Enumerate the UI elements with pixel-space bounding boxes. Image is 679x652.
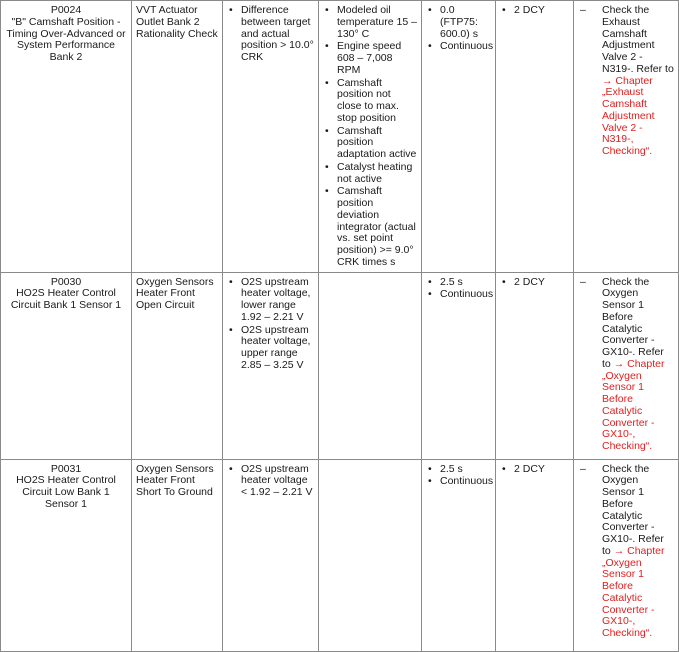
table-row xyxy=(1,459,679,651)
monitor-strategy-cell xyxy=(223,1,319,273)
action-item xyxy=(578,277,674,453)
list-item: • Difference between target and actual position > 10.0° CRK xyxy=(227,5,314,64)
mil-cell xyxy=(496,1,574,273)
chapter-link[interactable]: → Chapter xyxy=(613,357,665,370)
list-item: • Engine speed 608 – 7,008 RPM xyxy=(323,41,417,76)
dtc-description: HO2S Heater Control Circuit Bank 1 Sensor 1 xyxy=(10,287,122,311)
action-text: Check the Oxygen Sensor 1 Before Catalytic Converter - GX10-. Refer to xyxy=(602,462,664,557)
enable-conditions-cell xyxy=(319,1,422,273)
action-text: Check the Oxygen Sensor 1 Before Catalytic Converter -GX10-. Refer to xyxy=(602,275,664,370)
dtc-description: HO2S Heater Control Circuit Low Bank 1 Sensor 1 xyxy=(16,474,116,510)
list-item: • Modeled oil temperature 15 – 130° C xyxy=(323,5,417,40)
chapter-link-title[interactable]: „Exhaust Camshaft Adjustment Valve 2 -N319-, Checking“. xyxy=(602,86,655,157)
mil-cell xyxy=(496,272,574,459)
fault-type: Oxygen Sensors Heater Front Open Circuit xyxy=(136,275,214,311)
action-item xyxy=(578,5,674,158)
dtc-code: P0030 xyxy=(50,275,82,288)
mil-list xyxy=(500,277,569,289)
time-required-cell xyxy=(422,459,496,651)
dash-marker: – xyxy=(580,462,586,475)
enable-conditions-list xyxy=(323,5,417,269)
table-row xyxy=(1,272,679,459)
dtc-description: "B" Camshaft Position - Timing Over-Advanced or System Performance Bank 2 xyxy=(6,15,126,63)
chapter-link-title[interactable]: „Oxygen Sensor 1 Before Catalytic Converter - GX10-, Checking“. xyxy=(602,556,655,639)
fault-type: VVT Actuator Outlet Bank 2 Rationality Check xyxy=(136,4,218,40)
dtc-code: P0031 xyxy=(50,462,82,475)
action-item xyxy=(578,464,674,640)
list-item: • Continuous xyxy=(426,41,491,53)
list-item: • 2.5 s xyxy=(426,277,491,289)
list-item: • Catalyst heating not active xyxy=(323,162,417,186)
list-item: • O2S upstream heater voltage < 1.92 – 2.21 V xyxy=(227,464,314,499)
action-cell xyxy=(574,1,679,273)
time-required-cell xyxy=(422,1,496,273)
chapter-link[interactable]: → Chapter xyxy=(602,74,653,87)
time-required-cell xyxy=(422,272,496,459)
list-item: • O2S upstream heater voltage, upper range 2.85 – 3.25 V xyxy=(227,325,314,372)
monitor-strategy-cell xyxy=(223,459,319,651)
chapter-link[interactable]: → Chapter xyxy=(613,544,665,557)
time-required-list xyxy=(426,462,494,489)
list-item: • O2S upstream heater voltage, lower range 1.92 – 2.21 V xyxy=(227,277,314,324)
dtc-code: P0024 xyxy=(50,4,82,16)
fault-type-cell xyxy=(132,272,223,459)
action-cell xyxy=(574,459,679,651)
table-row xyxy=(1,1,679,273)
list-item: • 0.0 (FTP75: 600.0) s xyxy=(426,5,491,40)
dash-marker: – xyxy=(580,4,586,16)
chapter-link-title[interactable]: „Oxygen Sensor 1 Before Catalytic Converter - GX10-, Checking“. xyxy=(602,369,655,452)
dtc-code-cell xyxy=(1,459,132,651)
mil-value: • 2 DCY xyxy=(500,5,569,17)
fault-type-cell xyxy=(132,459,223,651)
time-required-list xyxy=(426,4,494,53)
mil-cell xyxy=(496,459,574,651)
enable-conditions-cell xyxy=(319,459,422,651)
list-item: • Continuous xyxy=(426,476,491,488)
fault-type: Oxygen Sensors Heater Front Short To Ground xyxy=(136,462,214,498)
time-required-list xyxy=(426,275,494,302)
mil-value: • 2 DCY xyxy=(500,277,569,289)
list-item: • 2.5 s xyxy=(426,464,491,476)
monitor-strategy-list xyxy=(227,277,314,372)
mil-list xyxy=(500,464,569,476)
mil-value: • 2 DCY xyxy=(500,464,569,476)
list-item: • Camshaft position deviation integrator (actual vs. set point position) >= 9.0° CRK times s xyxy=(323,186,417,268)
enable-conditions-cell xyxy=(319,272,422,459)
action-cell xyxy=(574,272,679,459)
list-item: • Camshaft position not close to max. stop position xyxy=(323,78,417,125)
dtc-code-cell xyxy=(1,272,132,459)
fault-type-cell xyxy=(132,1,223,273)
action-text: Check the Exhaust Camshaft Adjustment Valve 2 -N319-. Refer to xyxy=(602,4,674,75)
mil-list xyxy=(500,5,569,17)
list-item: • Continuous xyxy=(426,289,491,301)
dash-marker: – xyxy=(580,275,586,288)
monitor-strategy-cell xyxy=(223,272,319,459)
list-item: • Camshaft position adaptation active xyxy=(323,126,417,161)
dtc-code-cell xyxy=(1,1,132,273)
monitor-strategy-list xyxy=(227,464,314,499)
monitor-strategy-list xyxy=(227,5,314,64)
